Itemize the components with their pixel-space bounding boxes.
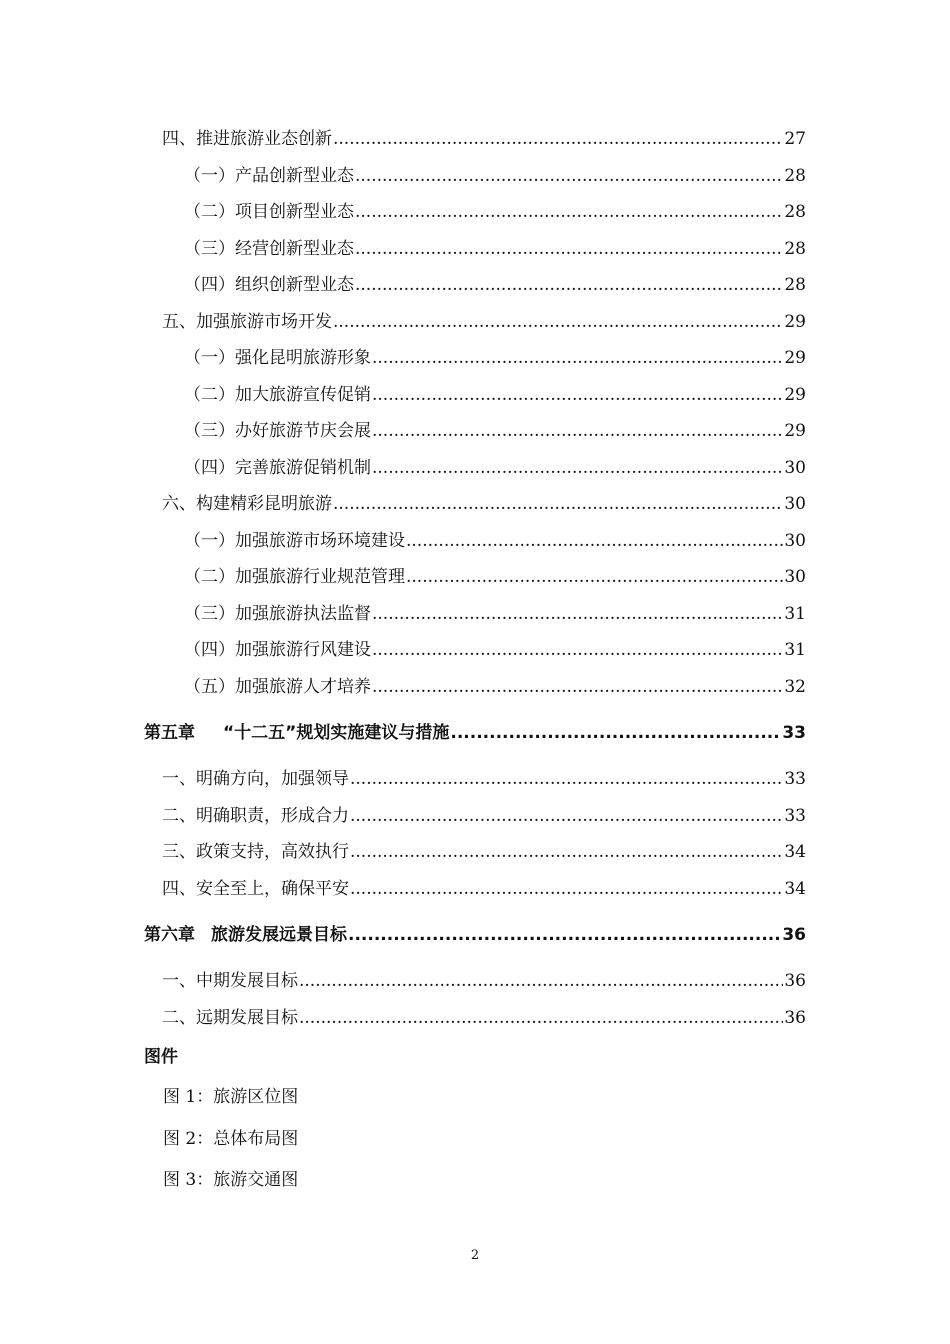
toc-entry[interactable] [184,453,806,479]
toc-page-number: 28 [784,166,806,186]
chapter-prefix: 第五章 [144,723,195,743]
toc-entry[interactable] [184,234,806,260]
toc-leader-dots [450,722,781,744]
attachment-item: 图 2：总体布局图 [163,1129,299,1149]
toc-entry[interactable] [162,489,806,515]
toc-page-number: 28 [784,202,806,222]
toc-entry[interactable] [184,270,806,296]
toc-entry[interactable] [162,307,806,333]
toc-entry-label: （四）完善旅游促销机制 [184,458,371,478]
toc-page-number: 33 [782,723,806,743]
toc-entry-label: （二）加强旅游行业规范管理 [184,567,405,587]
toc-leader-dots [350,805,783,827]
toc-page-number: 30 [784,567,806,587]
toc-leader-dots [333,311,783,333]
toc-page-number: 31 [784,640,806,660]
toc-page-number: 33 [784,806,806,826]
toc-page-number: 30 [784,494,806,514]
toc-page-number: 36 [784,1008,806,1028]
toc-entry[interactable] [184,161,806,187]
toc-entry-label: 一、明确方向，加强领导 [162,769,349,789]
toc-page-number: 27 [784,129,806,149]
toc-entry-label: 一、中期发展目标 [162,971,298,991]
toc-entry-label: （四）组织创新型业态 [184,275,354,295]
toc-leader-dots [299,970,783,992]
toc-entry-label: 五、加强旅游市场开发 [162,312,332,332]
toc-entry-label: 四、安全至上，确保平安 [162,879,349,899]
toc-entry-label: 四、推进旅游业态创新 [162,129,332,149]
toc-entry-label: （三）办好旅游节庆会展 [184,421,371,441]
toc-page-number: 30 [784,531,806,551]
toc-entry[interactable] [162,124,806,150]
toc-entry-label: （四）加强旅游行风建设 [184,640,371,660]
toc-entry[interactable] [162,801,806,827]
toc-page-number: 34 [784,842,806,862]
toc-entry[interactable] [184,599,806,625]
toc-page-number: 29 [784,421,806,441]
toc-page-number: 29 [784,385,806,405]
toc-chapter-6[interactable] [144,920,806,946]
toc-leader-dots [350,768,783,790]
toc-page-number: 28 [784,239,806,259]
toc-entry[interactable] [184,672,806,698]
chapter-prefix: 第六章 [144,925,195,945]
toc-page-number: 34 [784,879,806,899]
toc-entry[interactable] [162,966,806,992]
toc-page-number: 28 [784,275,806,295]
toc-leader-dots [372,347,783,369]
toc-entry[interactable] [184,343,806,369]
chapter-title: “十二五”规划实施建议与措施 [223,723,450,743]
toc-entry-label: （二）加大旅游宣传促销 [184,385,371,405]
toc-leader-dots [355,165,783,187]
toc-entry[interactable] [184,197,806,223]
toc-entry-label: （一）加强旅游市场环境建设 [184,531,405,551]
toc-leader-dots [372,384,783,406]
toc-leader-dots [372,457,783,479]
toc-entry-label: 二、明确职责，形成合力 [162,806,349,826]
toc-entry[interactable] [184,416,806,442]
toc-entry-label: （五）加强旅游人才培养 [184,677,371,697]
toc-leader-dots [355,274,783,296]
toc-entry-label: （三）加强旅游执法监督 [184,604,371,624]
toc-page-number: 36 [782,925,806,945]
toc-page-number: 36 [784,971,806,991]
toc-leader-dots [333,128,783,150]
toc-page-number: 31 [784,604,806,624]
toc-leader-dots [406,530,783,552]
toc-chapter-5[interactable] [144,718,806,744]
toc-leader-dots [355,201,783,223]
toc-leader-dots [333,493,783,515]
attachment-item: 图 3：旅游交通图 [163,1170,299,1190]
toc-page-number: 32 [784,677,806,697]
toc-leader-dots [355,238,783,260]
toc-entry[interactable] [162,874,806,900]
attachment-item: 图 1：旅游区位图 [163,1087,299,1107]
toc-entry-label: （三）经营创新型业态 [184,239,354,259]
toc-page-number: 30 [784,458,806,478]
toc-leader-dots [372,420,783,442]
toc-entry[interactable] [162,1003,806,1029]
toc-chapter-label [144,722,449,744]
toc-entry-label: 二、远期发展目标 [162,1008,298,1028]
toc-entry-label: （一）产品创新型业态 [184,166,354,186]
toc-leader-dots [406,566,783,588]
toc-entry-label: 三、政策支持，高效执行 [162,842,349,862]
toc-entry[interactable] [184,526,806,552]
page-number: 2 [470,1248,480,1263]
toc-leader-dots [372,676,783,698]
toc-page-number: 29 [784,348,806,368]
toc-entry[interactable] [184,635,806,661]
toc-page-number: 29 [784,312,806,332]
toc-entry-label: （二）项目创新型业态 [184,202,354,222]
toc-entry-label: 六、构建精彩昆明旅游 [162,494,332,514]
attachments-heading: 图件 [144,1047,178,1067]
toc-leader-dots [348,924,781,946]
toc-leader-dots [350,878,783,900]
toc-entry[interactable] [162,764,806,790]
chapter-title: 旅游发展远景目标 [211,925,347,945]
toc-leader-dots [299,1007,783,1029]
toc-entry-label: （一）强化昆明旅游形象 [184,348,371,368]
toc-entry[interactable] [184,562,806,588]
toc-entry[interactable] [162,837,806,863]
toc-leader-dots [350,841,783,863]
toc-page-number: 33 [784,769,806,789]
toc-chapter-label [144,924,347,946]
toc-leader-dots [372,639,783,661]
toc-entry[interactable] [184,380,806,406]
toc-leader-dots [372,603,783,625]
